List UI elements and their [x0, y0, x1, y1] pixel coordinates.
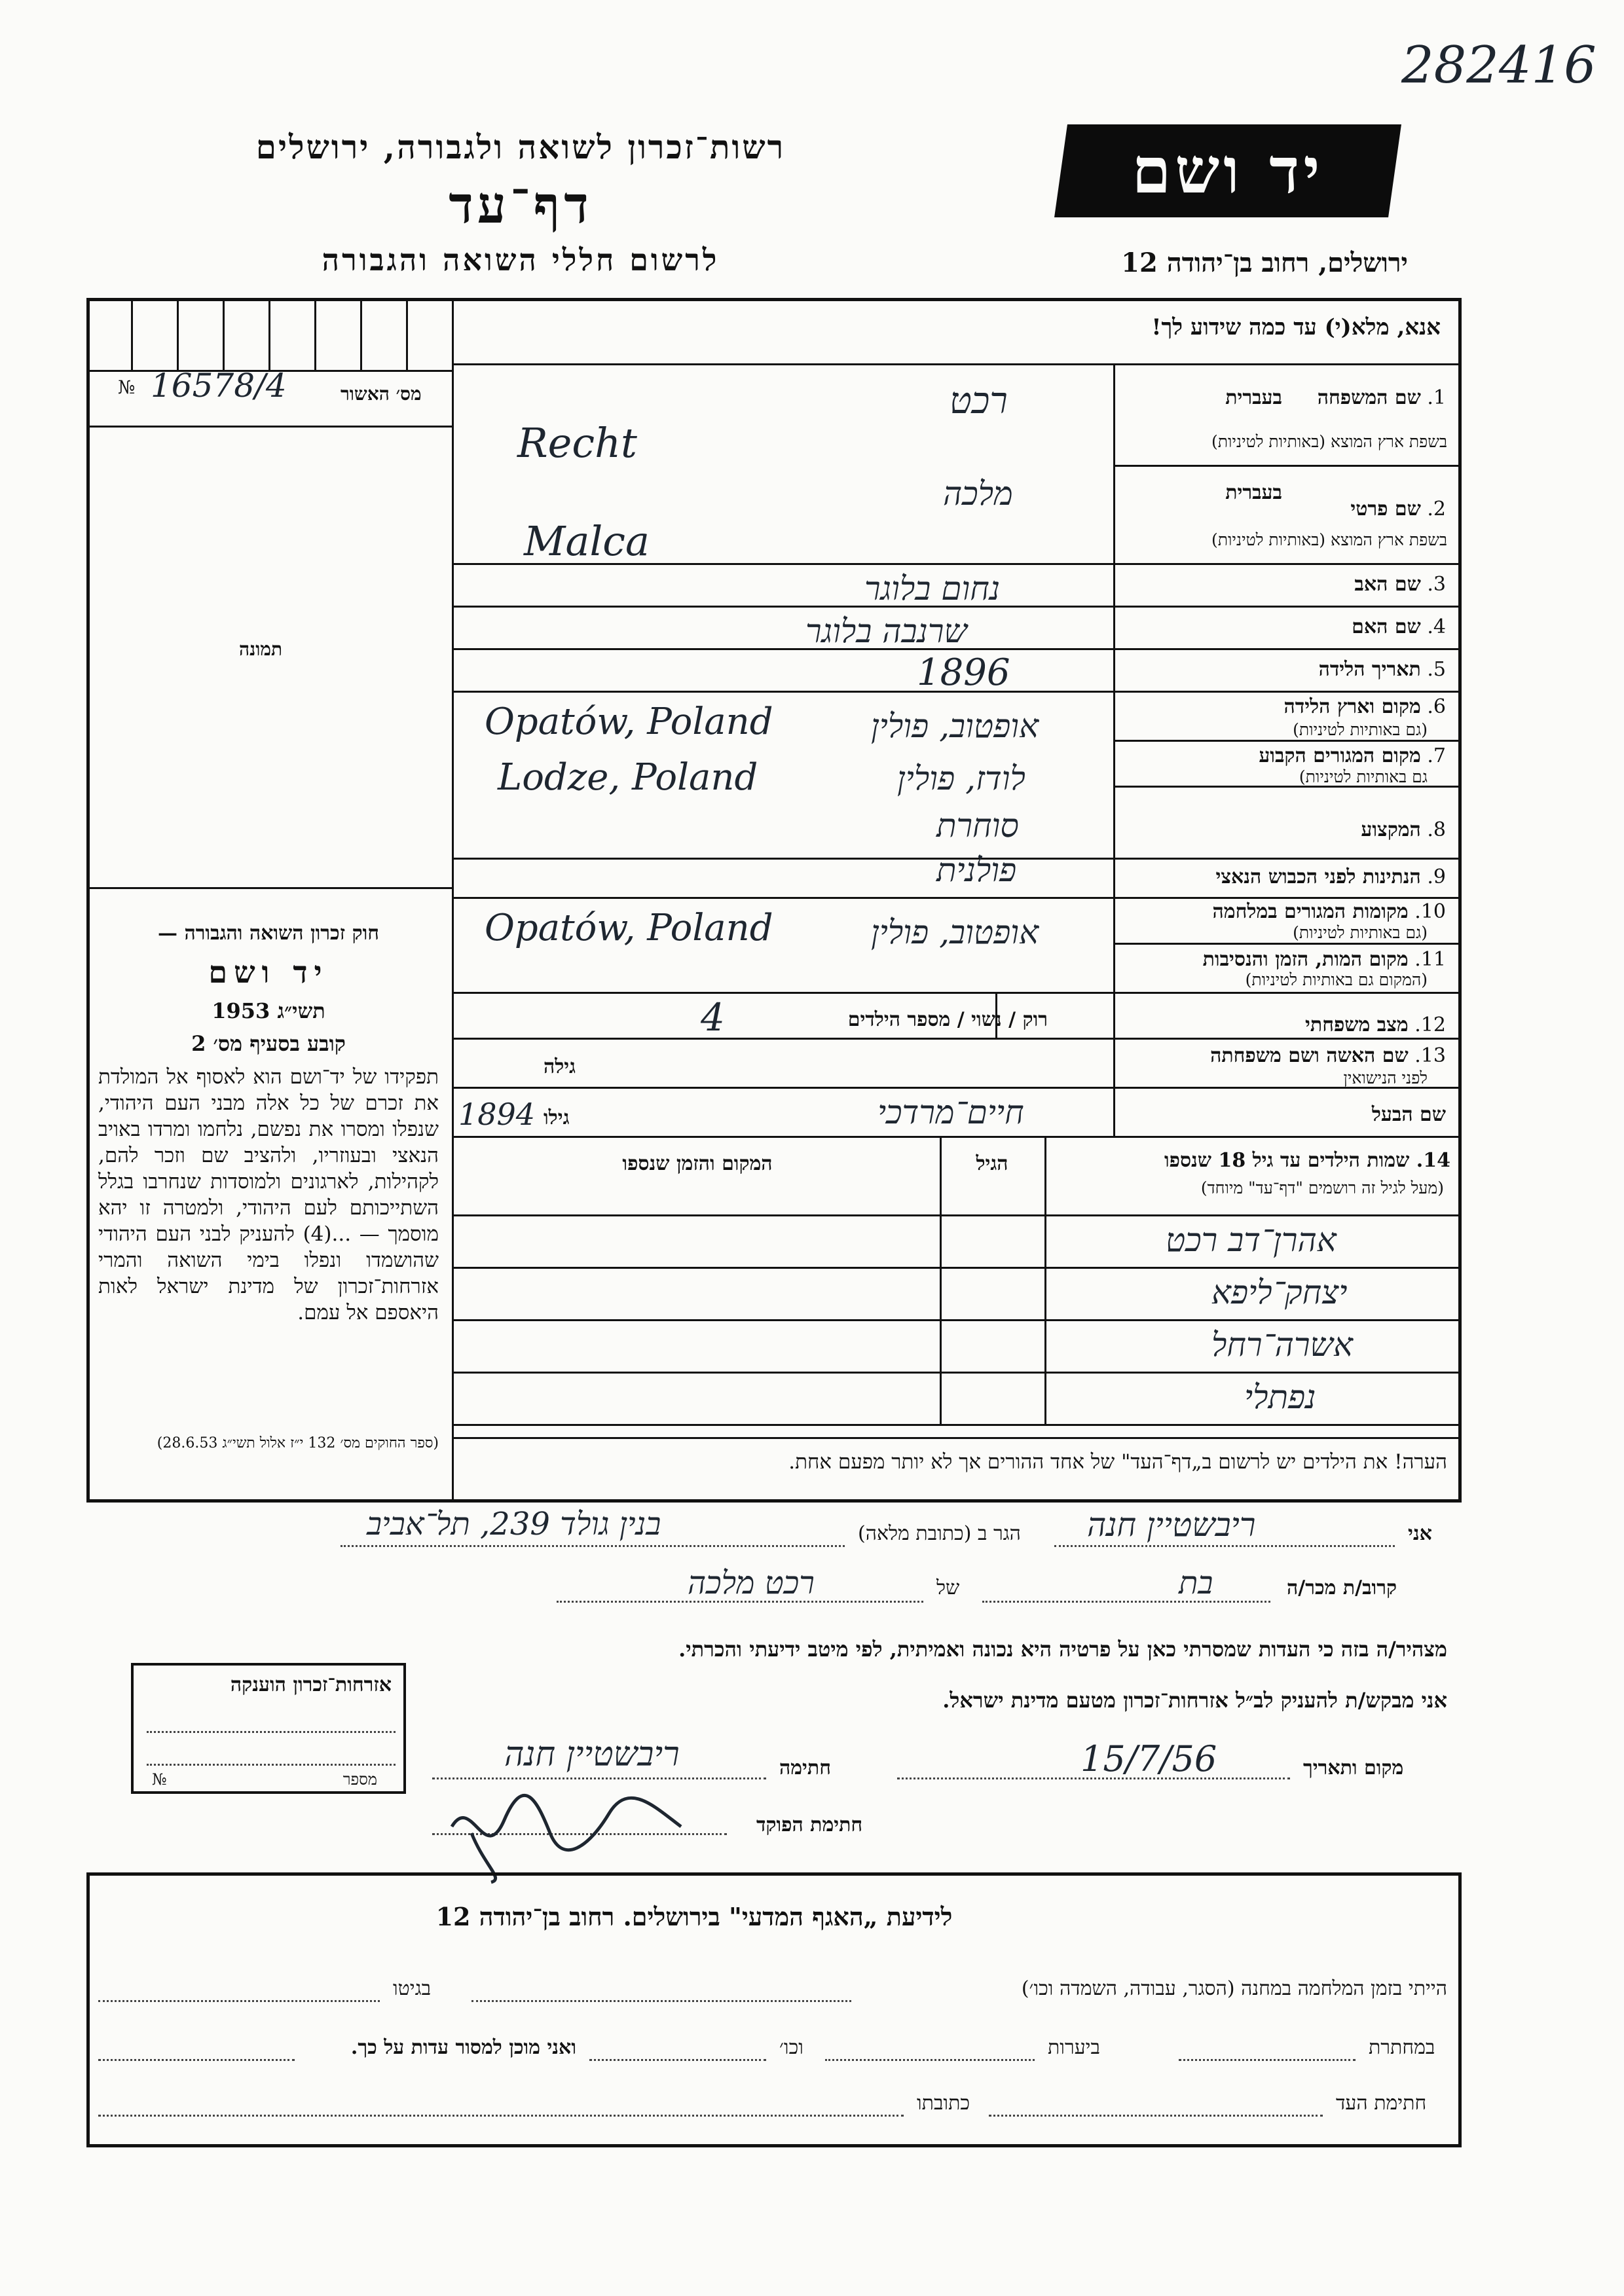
field-8-title: המקצוע: [1361, 818, 1421, 841]
field-6-title: מקום וארץ הלידה: [1283, 695, 1421, 718]
field-9-title: הנתינות לפני הכבוש הנאצי: [1215, 866, 1421, 888]
approval-number-label: מס׳ האשור: [341, 383, 422, 405]
field-3-title: שם האב: [1354, 573, 1421, 596]
field-11-sub: (המקום גם באותיות לטיניות): [1245, 970, 1428, 989]
logo-text: יד ושם: [1132, 134, 1324, 208]
field-8-num: 8.: [1427, 818, 1446, 841]
witness-signature-label: חתימת העד: [1336, 2092, 1427, 2115]
field-13-title: שם האשה ושם משפחתה: [1210, 1044, 1409, 1067]
field-10-num: 10.: [1414, 900, 1446, 923]
official-signature-scribble: [445, 1787, 720, 1886]
form-title: דף־עד: [449, 175, 593, 235]
field-12-num: 12.: [1414, 1013, 1446, 1036]
field-4-title: שם האם: [1352, 615, 1421, 638]
death-place-hebrew-value: אופטוב, פולין: [871, 913, 1039, 951]
birth-date-value: 1896: [917, 651, 1010, 694]
citizenship-box-title: אזרחות־זכרון הוענקה: [230, 1673, 392, 1696]
citizenship-no-sign: №: [152, 1770, 167, 1789]
field-10-title: מקומות המגורים במלחמה: [1212, 900, 1409, 923]
intro-text: אנא, מלא(י) עד כמה שידוע לך!: [1151, 314, 1441, 340]
field-11-num: 11.: [1414, 948, 1446, 971]
signature-label: חתימה: [779, 1757, 831, 1779]
profession-value: סוחרת: [936, 807, 1019, 845]
firstname-latin-value: Malca: [524, 517, 650, 565]
law-source: (ספר החוקים מס׳ 132 י״ז אלול תשי״ג 28.6.53): [157, 1435, 439, 1451]
child-name-3: אשרה־רחל: [1211, 1326, 1353, 1364]
field-4-label: [1125, 615, 1446, 638]
children-subtitle: (מעל לגיל זה רושמים "דף־עד" מיוחד): [1200, 1178, 1444, 1197]
birthplace-latin-value: Opatów, Poland: [485, 701, 773, 743]
bottom-frame: [86, 1872, 1462, 2147]
law-clause: קובע בסעיף מס׳ 2: [191, 1031, 346, 1056]
child-name-4: נפתלי: [1244, 1378, 1316, 1416]
husband-age-label: גילו: [544, 1106, 570, 1129]
residence-latin-value: Lodze, Poland: [498, 756, 758, 799]
field-1-title: שם המשפחה: [1317, 386, 1421, 409]
husband-label: שם הבעל: [1371, 1103, 1446, 1126]
field-13-num: 13.: [1414, 1044, 1446, 1067]
field-10-label: [1125, 900, 1446, 923]
ghetto-label: בגיטו: [393, 1977, 432, 2000]
institution-address: ירושלים, רחוב בן־יהודה 12: [1121, 247, 1408, 278]
authority-name: רשות־זכרון לשואה ולגבורה, ירושלים: [255, 128, 786, 166]
citizenship-value: פולנית: [936, 851, 1017, 889]
field-5-num: 5.: [1427, 658, 1446, 681]
law-text: תפקידו של יד־ושם הוא לאסוף אל המולדת את זכרם של כל אלה מבני העם היהודי, שנפלו ומסרו את נפשם, נלחמו ומרדו באויב הנאצי ובעוזריו, ולהציב שם וזכר להם, לקהילות, לארגונים ולמוסדות שנחרבו בגלל השתייכותם לעם היהודי, ולמטרה זו יהא מוסמך — ...(4) להעניק לבני העם היהודי שהושמדו ונפלו בימי השואה והמרי אזרחות־זכרון של מדינת ישראל לאות היאספם אל עמם.: [98, 1065, 439, 1324]
field-13-label: [1125, 1044, 1446, 1067]
place-date-label: מקום ותאריך: [1303, 1757, 1404, 1779]
residence-hebrew-value: לודז, פולין: [897, 759, 1025, 797]
relation-value: בת: [1179, 1565, 1213, 1601]
field-11-title: מקום המות, הזמן והנסיבות: [1202, 948, 1409, 971]
field-1-num: 1.: [1427, 386, 1446, 409]
field-10-sub: (גם באותיות לטיניות): [1293, 923, 1428, 942]
field-1-sub: בשפת ארץ המוצא (באותיות לטיניות): [1211, 432, 1447, 451]
declarant-name-value: ריבשטיין חנה: [1087, 1506, 1256, 1544]
archive-number: 282416: [1401, 36, 1596, 95]
children-note: הערה! את הילדים יש לרשום ב„דף־העד" של אחד ההורים אך לא יותר מפעם אחת.: [788, 1450, 1447, 1474]
declarant-i-label: אני: [1408, 1522, 1432, 1545]
citizenship-box: [131, 1663, 406, 1794]
yad-vashem-logo: [1054, 124, 1401, 217]
death-place-latin-value: Opatów, Poland: [485, 907, 773, 949]
relative-label: קרוב/ת מכר/ה: [1287, 1576, 1397, 1599]
field-5-title: תאריך הלידה: [1318, 658, 1421, 681]
father-name-value: נחום בלוגר: [864, 570, 1001, 608]
camp-line-label: הייתי בזמן המלחמה במחנה (הסגר, עבודה, השמדה וכו׳): [1021, 1977, 1447, 2000]
declarant-address-value: בנין גולד 239, תל־אביב: [367, 1506, 661, 1542]
approval-no-sign: №: [118, 376, 136, 398]
field-8-label: [1125, 818, 1446, 841]
field-6-num: 6.: [1427, 695, 1446, 718]
underground-label: במחתרת: [1369, 2036, 1435, 2059]
field-3-label: [1125, 573, 1446, 596]
children-place-header: המקום והזמן שנספו: [622, 1152, 773, 1175]
field-9-num: 9.: [1427, 866, 1446, 888]
signature-value: ריבשטיין חנה: [504, 1735, 680, 1774]
field-11-label: [1125, 948, 1446, 971]
field-7-label: [1125, 744, 1446, 767]
child-name-1: אהרן־דב רכט: [1166, 1221, 1337, 1259]
field-6-label: [1125, 695, 1446, 718]
field-12-label: [1125, 1013, 1446, 1036]
witness-address-label: כתובתו: [917, 2092, 970, 2115]
official-signature-label: חתימת הפוקד: [756, 1813, 863, 1836]
testimony-willing-label: ואני מוכן למסור עדות על כך.: [350, 2036, 576, 2059]
etc-label: וכו׳: [779, 2036, 803, 2059]
law-year: תשי״ג 1953: [212, 998, 325, 1023]
birthplace-hebrew-value: אופטוב, פולין: [871, 707, 1039, 745]
wife-age-label: גילה: [544, 1055, 576, 1078]
date-value: 15/7/56: [1080, 1738, 1217, 1779]
field-2-title: שם פרטי: [1350, 498, 1421, 520]
field-1-lang: בעברית: [1225, 386, 1282, 409]
field-7-title: מקום המגורים הקבוע: [1259, 744, 1421, 767]
scientific-dept-title: לידיעת „האגף המדעי" בירושלים. רחוב בן־יהודה 12: [435, 1902, 953, 1931]
surname-hebrew-value: רכט: [950, 380, 1008, 422]
field-7-num: 7.: [1427, 744, 1446, 767]
field-2-num: 2.: [1427, 498, 1446, 520]
residing-label: הגר ב (כתובת מלאה): [858, 1522, 1021, 1545]
field-2-lang: בעברית: [1225, 481, 1282, 504]
of-label: של: [936, 1576, 960, 1599]
forests-label: ביערות: [1048, 2036, 1101, 2059]
approval-number-value: 16578/4: [151, 367, 287, 405]
field-13-sub: לפני הנישואין: [1343, 1068, 1428, 1087]
children-title: 14. שמות הילדים עד גיל 18 שנספו: [1164, 1149, 1450, 1172]
husband-age-value: 1894: [458, 1097, 536, 1132]
firstname-hebrew-value: מלכה: [943, 475, 1013, 513]
field-2-sub: בשפת ארץ המוצא (באותיות לטיניות): [1211, 530, 1447, 549]
request-text: אני מבקש/ת להעניק לב״ל אזרחות־זכרון מטעם מדינת ישראל.: [942, 1688, 1447, 1713]
surname-latin-value: Recht: [517, 419, 637, 467]
children-count-value: 4: [701, 995, 725, 1040]
field-9-label: [1125, 866, 1446, 888]
field-12-title: מצב משפחתי: [1305, 1013, 1409, 1036]
field-6-sub: (גם באותיות לטיניות): [1293, 720, 1428, 739]
mother-name-value: שרנבה בלוגר: [805, 612, 967, 650]
law-title: חוק זכרון השואה והגבורה —: [158, 922, 379, 945]
form-subtitle: לרשום חללי השואה והגבורה: [322, 242, 720, 278]
child-name-2: יצחק־ליפא: [1211, 1273, 1348, 1311]
marital-status-options: רוק / נשוי / מספר הילדים: [847, 1008, 1048, 1031]
field-5-label: [1125, 658, 1446, 681]
field-4-num: 4.: [1427, 615, 1446, 638]
husband-name-value: חיים־מרדכי: [877, 1093, 1024, 1131]
photo-label: תמונה: [239, 638, 283, 660]
field-3-num: 3.: [1427, 573, 1446, 596]
field-7-sub: גם באותיות לטיניות): [1299, 767, 1428, 786]
children-age-header: הגיל: [976, 1152, 1008, 1175]
law-name: יד ושם: [208, 955, 329, 990]
of-value: רכט מלכה: [688, 1565, 815, 1601]
citizenship-number-label: מספר: [342, 1770, 377, 1789]
declaration-text: מצהיר/ה בזה כי העדות שמסרתי כאן על פרטיה היא נכונה ואמיתית, לפי מיטב ידיעתי והכרתי.: [678, 1637, 1447, 1662]
